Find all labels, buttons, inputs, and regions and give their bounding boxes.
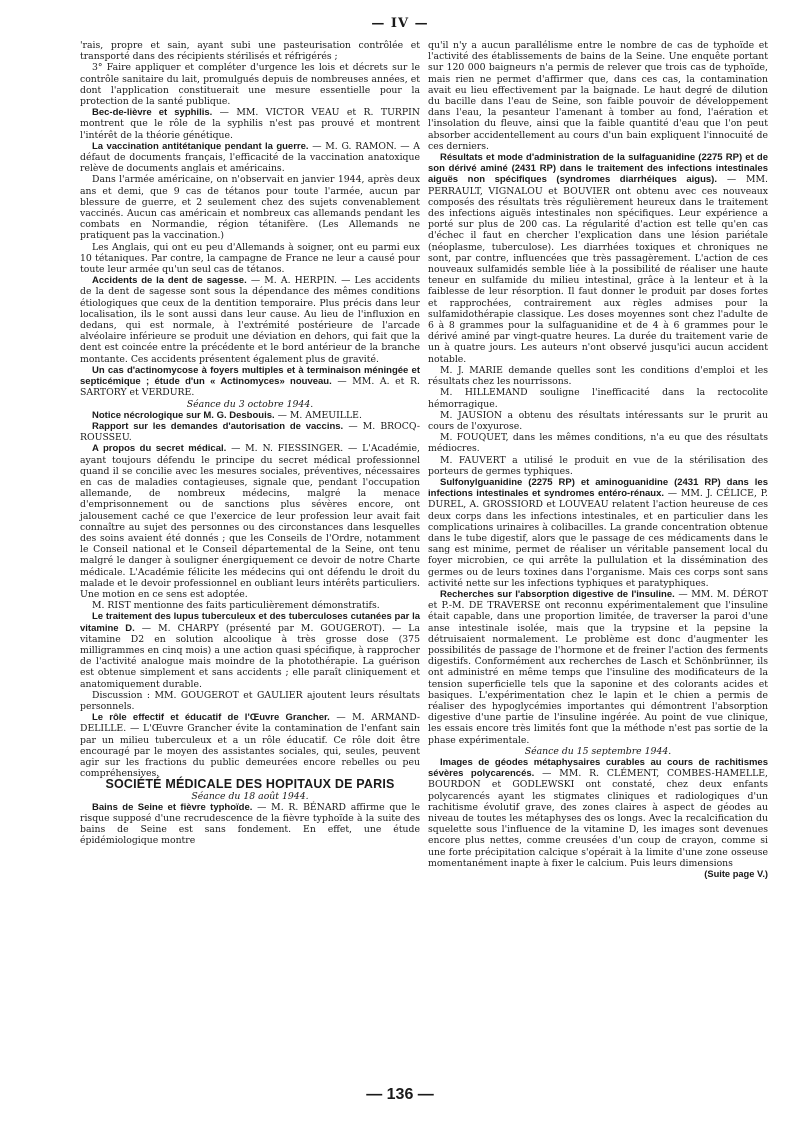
paragraph-heading: Le rôle effectif et éducatif de l'Œuvre Grancher. bbox=[92, 712, 330, 724]
paragraph bbox=[428, 589, 768, 746]
paragraph bbox=[80, 40, 420, 62]
paragraph-heading: Résultats et mode d'administration de la sulfaguanidine (2275 RP) et de son dérivé aminé (2431 RP) dans le traitement des infections intestinales aiguës non spécifiques (syndromes diarrhéiques aigus). bbox=[428, 152, 768, 186]
paragraph bbox=[428, 410, 768, 432]
paragraph-text: — M. CHARPY (présenté par M. GOUGEROT). — La vitamine D2 en solution alcoolique à très grosse dose (375 milligrammes en cinq mois) a une action quasi spécifique, à rapprocher de l'activité analogue mais moindre de la photothérapie. La guérison est obtenue simplement et sans accidents ; elle paraît cliniquement et anatomiquement durable. bbox=[80, 622, 420, 690]
paragraph bbox=[80, 141, 420, 175]
right-column bbox=[428, 40, 768, 880]
paragraph bbox=[80, 365, 420, 399]
paragraph-heading: La vaccination antitétanique pendant la guerre. bbox=[92, 140, 309, 152]
paragraph-text: 'rais, propre et sain, ayant subi une pasteurisation contrôlée et transporté dans des récipients stérilisés et réfrigérés ; bbox=[80, 40, 420, 63]
paragraph-text: — M. ARMAND-DELILLE. — L'Œuvre Grancher évite la contamination de l'enfant sain par un milieu tuberculeux et a un rôle éducatif. Ce rôle doit être encouragé par le moyen des assistantes sociales, qui, seules, peuvent agir sur les fractions du public demeurées encore rebelles ou peu compréhensives. bbox=[80, 712, 420, 780]
paragraph-text: — MM. M. DÉROT et P.-M. DE TRAVERSE ont reconnu expérimentalement que l'insuline était capable, dans une proportion limitée, de traverser la paroi d'une anse intestinale isolée, mais que la trypsine et la pepsine la détruisaient normalement. Le problème est donc d'augmenter les possibilités de passage de l'hormone et de freiner l'action des ferments digestifs. Conformément aux recherches de Lasch et Schönbrünner, ils ont administré en même temps que l'insuline des modificateurs de la tension superficielle tels que la saponine et des colorants acides et basiques. L'expérimentation chez le lapin et le chien a permis de réaliser des hypoglycémies importantes qui démontrent l'absorption digestive d'une partie de l'insuline ingérée. Au point de vue clinique, les essais encore très limités font que la méthode n'est pas sortie de la phase expérimentale. bbox=[428, 588, 768, 746]
paragraph bbox=[80, 62, 420, 107]
paragraph bbox=[80, 174, 420, 241]
paragraph-text: — MM. A. et R. SARTORY et VERDURE. bbox=[80, 376, 420, 399]
paragraph-text: — M. R. BÉNARD affirme que le risque supposé d'une recrudescence de la fièvre typhoïde à la suite des bains de Seine est sans fondement. En effet, une étude épidémiologique montre bbox=[80, 801, 420, 847]
paragraph-heading: Notice nécrologique sur M. G. Desbouis. bbox=[92, 409, 275, 421]
page-header: — IV — bbox=[371, 16, 429, 31]
paragraph-text: — MM. J. CÉLICE, P. DUREL, A. GROSSIORD et LOUVEAU relatent l'action heureuse de ces deux corps dans les infections intestinales, et en particulier dans les complications urinaires à colibacilles. La grande concentration obtenue dans le tube digestif, alors que le passage de ces médicaments dans le sang est minime, permet de réaliser un véritable pansement local du foyer microbien, ce qui arrête la pullulation et la dissémination des germes ou de leurs toxines dans l'organisme. Mais ces corps sont sans activité nette sur les infections typhiques et paratyphiques. bbox=[428, 488, 768, 589]
paragraph bbox=[428, 757, 768, 869]
paragraph bbox=[428, 40, 768, 152]
paragraph-heading: A propos du secret médical. bbox=[92, 443, 227, 455]
paragraph-heading: Images de géodes métaphysaires curables au cours de rachitismes sévères polycarencés. bbox=[428, 757, 768, 780]
session-date: Séance du 18 août 1944. bbox=[191, 790, 309, 802]
paragraph bbox=[80, 275, 420, 365]
session-date: Séance du 15 septembre 1944. bbox=[524, 745, 672, 757]
paragraph-heading: Recherches sur l'absorption digestive de l'insuline. bbox=[440, 588, 675, 600]
left-column bbox=[80, 40, 420, 847]
paragraph bbox=[80, 421, 420, 443]
paragraph-text: M. HILLEMAND souligne l'inefficacité dans la rectocolite hémorragique. bbox=[428, 387, 768, 410]
paragraph bbox=[80, 242, 420, 276]
paragraph-text: M. J. MARIE demande quelles sont les conditions d'emploi et les résultats chez les nourrissons. bbox=[428, 364, 768, 388]
society-heading: SOCIÉTÉ MÉDICALE DES HOPITAUX DE PARIS bbox=[105, 777, 395, 792]
paragraph-text: — M. N. FIESSINGER. — L'Académie, ayant toujours défendu le principe du secret médical professionnel quand il se concilie avec les mesures sociales, préventives, nécessaires en cas de maladies contagieuses, signale que, pendant l'occupation allemande, de nombreux médecins, malgré la menace d'emprisonnement ou de sanctions plus sévères encore, ont jalousement caché ce que l'exercice de leur profession leur avait fait connaître au sujet des personnes ou des circonstances dans lesquelles des soins avaient été donnés ; que les Conseils de l'Ordre, notamment le Conseil national et le Conseil départemental de la Seine, ont tenu malgré le danger à souligner énergiquement ce devoir de notre Charte médicale. L'Académie félicite les médecins qui ont défendu le droit du malade et le devoir professionnel en oubliant leurs intérêts particuliers. Une motion en ce sens est adoptée. bbox=[80, 443, 420, 600]
paragraph-text: Discussion : MM. GOUGEROT et GAULIER ajoutent leurs résultats personnels. bbox=[80, 689, 420, 712]
paragraph-text: — MM. R. CLÉMENT, COMBES-HAMELLE, BOURDON et GODLEWSKI ont constaté, chez deux enfants polycarencés ayant les stigmates cliniques et radiologiques d'un rachitisme évolutif grave, des zones claires à aspect de géodes au niveau de toutes les métaphyses des os longs. Avec la recalcification du squelette sous l'influence de la vitamine D, les images sont devenues encore plus nettes, comme creusées d'un coup de crayon, comme si une forte précipitation calcique s'opérait à la limite d'une zone osseuse momentanément inapte à fixer le calcium. Puis leurs dimensions bbox=[428, 768, 768, 869]
paragraph bbox=[428, 152, 768, 365]
paragraph bbox=[80, 600, 420, 611]
paragraph bbox=[80, 802, 420, 847]
paragraph-text: — MM. VICTOR VEAU et R. TURPIN montrent que le rôle de la syphilis n'est pas prouvé et montrent l'intérêt de la théorie génétique. bbox=[80, 107, 420, 141]
paragraph-heading: Accidents de la dent de sagesse. bbox=[92, 275, 247, 287]
paragraph bbox=[80, 712, 420, 779]
paragraph-heading: Rapport sur les demandes d'autorisation de vaccins. bbox=[92, 420, 344, 432]
paragraph-text: — M. AMEUILLE. bbox=[274, 409, 362, 421]
paragraph bbox=[428, 455, 768, 477]
paragraph-heading: Le traitement des lupus tuberculeux et des tuberculoses cutanées par la vitamine D. bbox=[80, 611, 420, 634]
paragraph-text: Les Anglais, qui ont eu peu d'Allemands à soigner, ont eu parmi eux 10 tétaniques. Par contre, la campagne de France ne leur a causé pour toute leur armée qu'un seul cas de tétanos. bbox=[80, 241, 420, 276]
paragraph-text: — M. BROCQ-ROUSSEU. bbox=[80, 420, 420, 444]
paragraph bbox=[428, 477, 768, 589]
paragraph bbox=[80, 107, 420, 141]
paragraph bbox=[80, 690, 420, 712]
paragraph bbox=[80, 611, 420, 689]
session-date: Séance du 3 octobre 1944. bbox=[186, 398, 314, 410]
paragraph bbox=[428, 387, 768, 409]
paragraph-text: qu'il n'y a aucun parallélisme entre le nombre de cas de typhoïde et l'activité des établissements de bains de la Seine. Une enquête portant sur 120 000 baigneurs n'a permis de relever que trois cas de typhoïde, mais rien ne permet d'affirmer que, dans ces cas, la contamination avait eu lieu effectivement par la baignade. Le haut degré de dilution du bacille dans l'eau de Seine, son faible pouvoir de développement dans l'eau, la pesanteur l'amenant à tomber au fond, l'aération et l'insolation du fleuve, ainsi que la faible quantité d'eau que l'on peut absorber accidentellement au cours d'un bain expliquent l'innocuité de ces derniers. bbox=[428, 40, 768, 152]
paragraph-text: M. FAUVERT a utilisé le produit en vue de la stérilisation des porteurs de germes typhiques. bbox=[428, 454, 768, 477]
paragraph-heading: Sulfonylguanidine (2275 RP) et aminoguanidine (2431 RP) dans les infections intestinales et syndromes entéro-rénaux. bbox=[428, 476, 768, 500]
paragraph bbox=[80, 443, 420, 600]
paragraph-heading: Un cas d'actinomycose à foyers multiples et à terminaison méningée et septicémique ; étude d'un « Actinomyces» nouveau. bbox=[80, 364, 420, 388]
paragraph-text: — MM. PERRAULT, VIGNALOU et BOUVIER ont obtenu avec ces nouveaux composés des résultats très régulièrement heureux dans le traitement des infections aiguës intestinales non spécifiques. Leur expérience a porté sur plus de 200 cas. La régularité d'action est telle qu'en cas d'échec il faut en chercher l'explication dans une lésion pariétale (néoplasme, tuberculose). Les diarrhées toxiques et chroniques ne sont, par contre, influencées que très passagèrement. L'action de ces nouveaux sulfamidés semble liée à la possibilité de réaliser une haute teneur en sulfamide du milieu intestinal, grâce à la lenteur et à la faiblesse de leur résorption. Il faut donner le produit par doses fortes et rapprochées, contrairement aux règles admises pour la sulfamidothérapie classique. Les doses moyennes sont chez l'adulte de 6 à 8 grammes pour la sulfaguanidine et de 4 à 6 grammes pour le dérivé aminé par vingt-quatre heures. La durée du traitement varie de un à quatre jours. Les auteurs n'ont observé jusqu'ici aucun accident notable. bbox=[428, 174, 768, 365]
paragraph-text: Dans l'armée américaine, on n'observait en janvier 1944, après deux ans et demi, que 9 cas de tétanos pour toute l'armée, aucun par blessure de guerre, et 2 seulement chez des sujets convenablement vaccinés. Aucun cas américain et nombreux cas allemands pendant les combats en Normandie, région tétanifère. (Les Allemands ne pratiquent pas la vaccination.) bbox=[80, 174, 420, 242]
continued-note: (Suite page V.) bbox=[704, 869, 768, 880]
paragraph bbox=[80, 410, 420, 421]
page-number: — 136 — bbox=[366, 1086, 434, 1103]
paragraph-heading: Bains de Seine et fièvre typhoïde. bbox=[92, 801, 253, 813]
paragraph-text: — M. G. RAMON. — A défaut de documents français, l'efficacité de la vaccination anatoxique relève de documents anglais et américains. bbox=[80, 140, 420, 175]
paragraph-text: — M. A. HERPIN. — Les accidents de la dent de sagesse sont sous la dépendance des mêmes conditions étiologiques que ceux de la dentition temporaire. Plus précis dans leur localisation, ils le sont aussi dans leur cause. Au lieu de l'influxion en dedans, qui est normale, à l'extrémité postérieure de l'arcade alvéolaire inférieure se produit une déviation en dehors, qui fait que la dent est coincée entre la précédente et le bord antérieur de la branche montante. Ces accidents présentent également plus de gravité. bbox=[80, 275, 420, 365]
paragraph-text: M. JAUSION a obtenu des résultats intéressants sur le prurit au cours de l'oxyurose. bbox=[428, 409, 768, 432]
paragraph bbox=[428, 432, 768, 454]
paragraph-text: M. RIST mentionne des faits particulièrement démonstratifs. bbox=[92, 600, 380, 612]
paragraph bbox=[428, 365, 768, 387]
paragraph-text: M. FOUQUET, dans les mêmes conditions, n'a eu que des résultats médiocres. bbox=[428, 432, 768, 455]
paragraph-text: 3° Faire appliquer et compléter d'urgence les lois et décrets sur le contrôle sanitaire du lait, promulgués depuis de nombreuses années, et dont l'application constituerait une mesure essentielle pour la protection de la santé publique. bbox=[80, 62, 420, 108]
paragraph-heading: Bec-de-lièvre et syphilis. bbox=[92, 107, 213, 119]
